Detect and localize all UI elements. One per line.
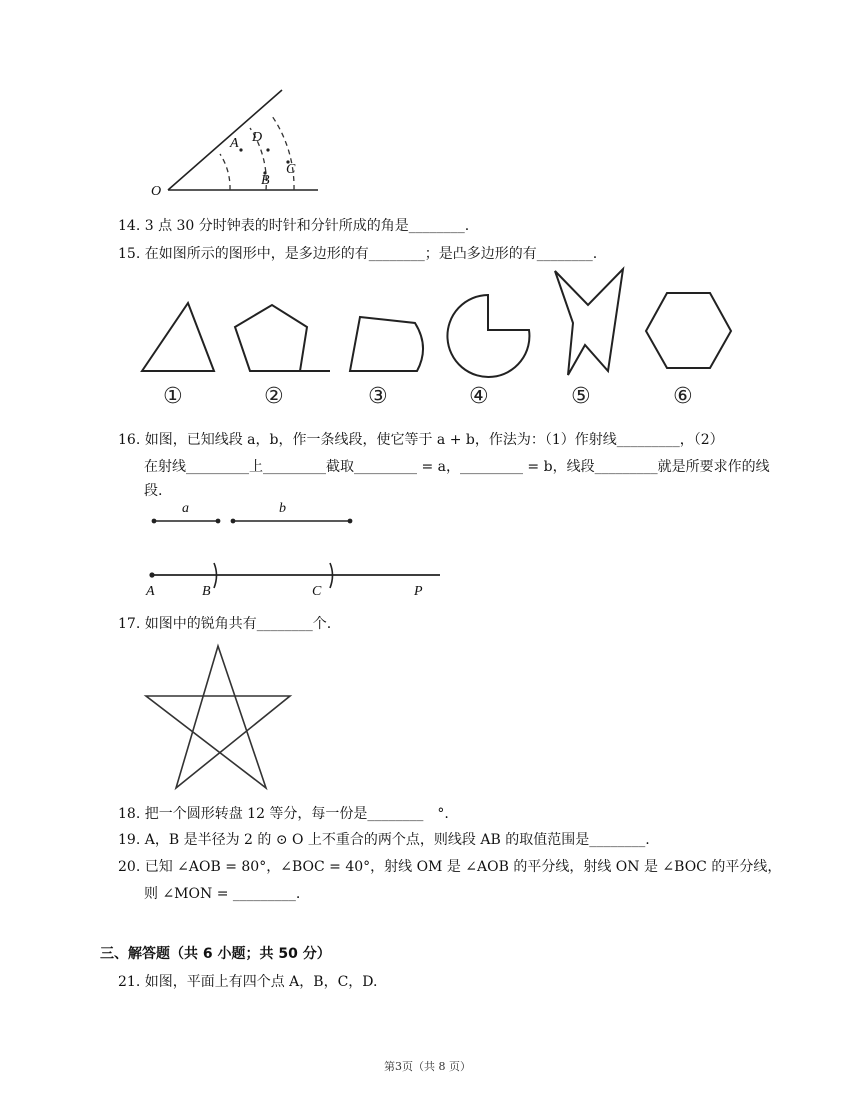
question-16-line-1: 16. 如图，已知线段 a，b，作一条线段，使它等于 a + b，作法为：（1）作射线_________，（2） bbox=[118, 432, 724, 448]
point-label-c: C bbox=[312, 584, 322, 599]
page-footer: 第3页（共 8 页） bbox=[384, 1060, 471, 1073]
angle-label-o: O bbox=[151, 184, 162, 199]
question-20-line-1: 20. 已知 ∠AOB = 80°，∠BOC = 40°，射线 OM 是 ∠AOB 的平分线，射线 ON 是 ∠BOC 的平分线， bbox=[118, 859, 782, 875]
question-15: 15. 在如图所示的图形中，是多边形的有________；是凸多边形的有________. bbox=[118, 246, 598, 262]
question-16-line-3: 段. bbox=[144, 483, 163, 499]
question-19: 19. A，B 是半径为 2 的 ⊙ O 上不重合的两个点，则线段 AB 的取值范围是________. bbox=[118, 832, 650, 848]
shape-label-2: ② bbox=[264, 384, 284, 409]
angle-label-b: B bbox=[261, 173, 270, 188]
question-21: 21. 如图，平面上有四个点 A，B，C，D. bbox=[118, 974, 378, 990]
point-label-b: B bbox=[202, 584, 211, 599]
question-18: 18. 把一个圆形转盘 12 等分，每一份是________ °. bbox=[118, 806, 449, 822]
angle-label-d: D bbox=[252, 130, 263, 145]
shapes-figure bbox=[130, 265, 750, 380]
angle-label-a: A bbox=[230, 136, 239, 151]
question-17: 17. 如图中的锐角共有________个. bbox=[118, 616, 332, 632]
shape-label-1: ① bbox=[163, 384, 183, 409]
angle-label-c: C bbox=[286, 162, 296, 177]
point-label-p: P bbox=[414, 584, 423, 599]
segment-label-b: b bbox=[279, 501, 286, 516]
question-16-line-2: 在射线_________上_________截取_________ = a，_________ = b，线段_________就是所要求作的线 bbox=[144, 459, 770, 475]
question-14: 14. 3 点 30 分时钟表的时针和分针所成的角是________. bbox=[118, 218, 470, 234]
shape-label-6: ⑥ bbox=[673, 384, 693, 409]
shape-label-4: ④ bbox=[469, 384, 489, 409]
section-heading: 三、解答题（共 6 小题；共 50 分） bbox=[100, 946, 331, 962]
segment-label-a: a bbox=[182, 501, 189, 516]
point-label-a: A bbox=[146, 584, 155, 599]
shape-label-5: ⑤ bbox=[571, 384, 591, 409]
shape-label-3: ③ bbox=[368, 384, 388, 409]
star-figure bbox=[140, 640, 300, 795]
question-20-line-2: 则 ∠MON = _________. bbox=[144, 886, 301, 902]
